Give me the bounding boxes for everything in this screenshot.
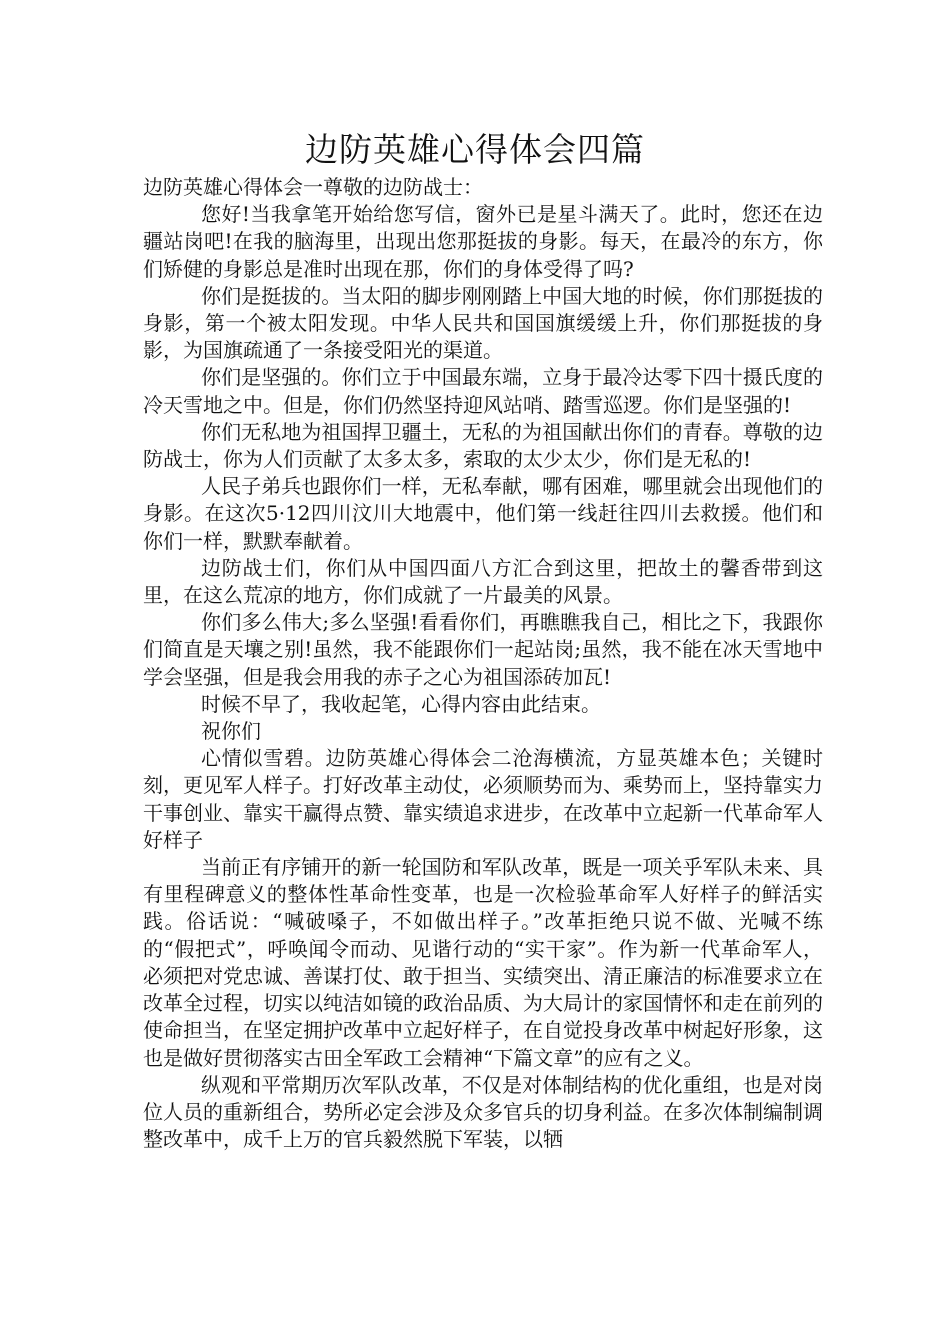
document-body [143, 174, 823, 1153]
paragraph: 您好!当我拿笔开始给您写信，窗外已是星斗满天了。此时，您还在边疆站岗吧!在我的脑海里，出现出您那挺拔的身影。每天，在最冷的东方，你们矫健的身影总是准时出现在那，你们的身体受得了吗? [143, 202, 823, 281]
paragraph: 人民子弟兵也跟你们一样，无私奉献，哪有困难，哪里就会出现他们的身影。在这次5·12四川汶川大地震中，他们第一线赶往四川去救援。他们和你们一样，默默奉献着。 [143, 474, 823, 553]
salutation-line: 祝你们 [201, 719, 261, 744]
paragraph: 你们是挺拔的。当太阳的脚步刚刚踏上中国大地的时候，你们那挺拔的身影，第一个被太阳发现。中华人民共和国国旗缓缓上升，你们那挺拔的身影，为国旗疏通了一条接受阳光的渠道。 [143, 283, 823, 363]
paragraph: 你们无私地为祖国捍卫疆土，无私的为祖国献出你们的青春。尊敬的边防战士，你为人们贡献了太多太多，索取的太少太少，你们是无私的! [143, 419, 823, 472]
paragraph: 当前正有序铺开的新一轮国防和军队改革，既是一项关乎军队未来、具有里程碑意义的整体性革命性变革，也是一次检验革命军人好样子的鲜活实践。俗话说：“喊破嗓子，不如做出样子。”改革拒绝只说不做、光喊不练的“假把式”，呼唤闻令而动、见谐行动的“实干家”。作为新一代革命军人，必须把对党忠诚、善谋打仗、敢于担当、实绩突出、清正廉洁的标准要求立在改革全过程，切实以纯洁如镜的政治品质、为大局计的家国情怀和走在前列的使命担当，在坚定拥护改革中立起好样子，在自觉投身改革中树起好形象，这也是做好贯彻落实古田全军政工会精神“下篇文章”的应有之义。 [143, 855, 823, 1070]
paragraph: 心情似雪碧。边防英雄心得体会二沧海横流，方显英雄本色；关键时刻，更见军人样子。打好改革主动仗，必须顺势而为、乘势而上，坚持靠实力干事创业、靠实干赢得点赞、靠实绩追求进步，在改革中立起新一代革命军人好样子 [143, 746, 823, 852]
paragraph: 边防战士们，你们从中国四面八方汇合到这里，把故土的馨香带到这里，在这么荒凉的地方，你们成就了一片最美的风景。 [143, 555, 823, 608]
closing-line: 时候不早了，我收起笔，心得内容由此结束。 [201, 691, 601, 716]
paragraph: 你们多么伟大;多么坚强!看看你们，再瞧瞧我自己，相比之下，我跟你们简直是天壤之别!虽然，我不能跟你们一起站岗;虽然，我不能在冰天雪地中学会坚强，但是我会用我的赤子之心为祖国添砖加瓦! [143, 610, 823, 689]
document-title: 边防英雄心得体会四篇 [305, 130, 645, 169]
paragraph: 你们是坚强的。你们立于中国最东端，立身于最冷达零下四十摄氏度的冷天雪地之中。但是，你们仍然坚持迎风站哨、踏雪巡逻。你们是坚强的! [143, 365, 823, 417]
paragraph: 纵观和平常期历次军队改革，不仅是对体制结构的优化重组，也是对岗位人员的重新组合，势所必定会涉及众多官兵的切身利益。在多次体制编制调整改革中，成千上万的官兵毅然脱下军装，以牺 [143, 1072, 823, 1152]
opening-line: 边防英雄心得体会一尊敬的边防战士： [143, 175, 483, 199]
